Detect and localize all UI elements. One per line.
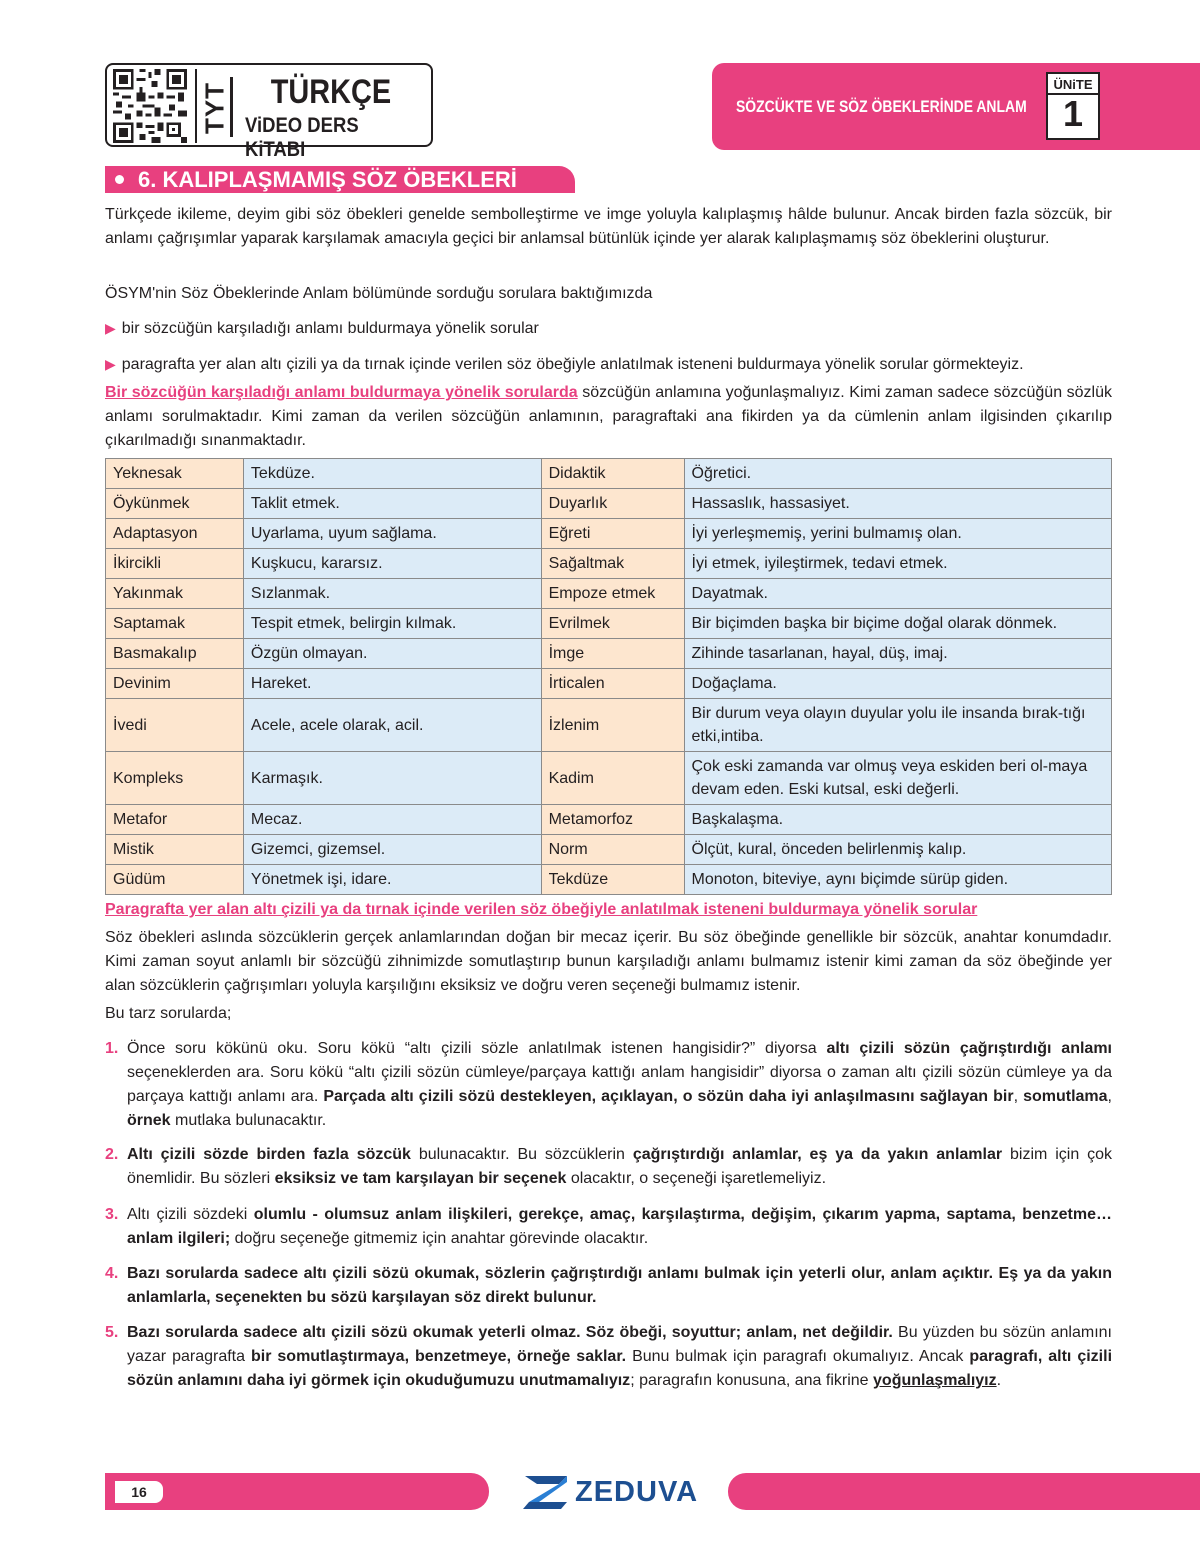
unit-banner (712, 63, 1200, 150)
explanation-paragraph: Bir sözcüğün karşıladığı anlamı buldurmaya yönelik sorularda sözcüğün anlamına yoğunlaşmalıyız. Kimi zaman sadece sözcüğün sözlük anlamı sorulmaktadır. Kimi zaman da verilen sözcüğün anlamının, paragraftaki ana fikirden ya da cümlenin anlam ilgisinden çıkarılıp çıkarılmadığı sınanmaktadır. (105, 384, 1112, 449)
table-row (106, 752, 1112, 805)
glossary-term: Kompleks (106, 752, 244, 805)
glossary-term: Metafor (106, 805, 244, 835)
glossary-definition: Kuşkucu, kararsız. (243, 549, 541, 579)
glossary-term: Metamorfoz (541, 805, 684, 835)
glossary-definition: Karmaşık. (243, 752, 541, 805)
glossary-term: Eğreti (541, 519, 684, 549)
subsection-paragraph-2: Bu tarz sorularda; (105, 1005, 232, 1022)
list-item: 3. Altı çizili sözdeki olumlu - olumsuz anlam ilişkileri, gerekçe, amaç, karşılaştırma, değişim, çıkarım yapma, saptama, benzetme… anlam ilgileri; doğru seçeneğe gitmemiz için anahtar görevinde olacaktır. (105, 1206, 1112, 1247)
glossary-definition: Bir biçimden başka bir biçime doğal olarak dönmek. (684, 609, 1112, 639)
glossary-term: Basmakalıp (106, 639, 244, 669)
list-item: ▶ bir sözcüğün karşıladığı anlamı buldurmaya yönelik sorular (105, 320, 539, 337)
triangle-right-icon: ▶ (105, 320, 116, 336)
table-row (106, 579, 1112, 609)
intro-paragraph: Türkçede ikileme, deyim gibi söz öbekleri genelde sembolleştirme ve imge yoluyla kalıplaşmış hâlde bulunur. Ancak birden fazla sözcük, bir anlamı çağrışımlar yaparak karşılamak amacıyla geçici bir anlamsal bütünlük içinde yer alarak kalıplaşmamış söz öbeklerini oluşturur. (105, 206, 1112, 247)
glossary-definition: Özgün olmayan. (243, 639, 541, 669)
glossary-term: Mistik (106, 835, 244, 865)
triangle-right-icon: ▶ (105, 356, 116, 372)
glossary-definition: Çok eski zamanda var olmuş veya eskiden beri ol-maya devam eden. Eski kutsal, eski değerli. (684, 752, 1112, 805)
glossary-term: Evrilmek (541, 609, 684, 639)
section-title-text: 6. KALIPLAŞMAMIŞ SÖZ ÖBEKLERİ (138, 167, 517, 192)
list-item: 1. Önce soru kökünü oku. Soru kökü “altı çizili sözle anlatılmak istenen hangisidir?” diyorsa altı çizili sözün çağrıştırdığı anlamı seçeneklerden ara. Soru kökü “altı çizili sözün cümleye/parçaya kattığı anlam hangisidir” diyorsa o zaman altı çizili sözün cümleye ya da parçaya kattığı anlamı ara. Parçada altı çizili sözü destekleyen, açıklayan, o sözün daha iyi anlaşılmasını sağlayan bir, somutlama, örnek mutlaka bulunacaktır. (105, 1040, 1112, 1129)
table-row (106, 489, 1112, 519)
table-row (106, 609, 1112, 639)
book-brand-box (105, 63, 433, 161)
unit-card (1046, 72, 1100, 140)
glossary-term: Duyarlık (541, 489, 684, 519)
table-row (106, 549, 1112, 579)
list-item: 2. Altı çizili sözde birden fazla sözcük bulunacaktır. Bu sözcüklerin çağrıştırdığı anlamlar, eş ya da yakın anlamlar bizim için çok önemlidir. Bu sözleri eksiksiz ve tam karşılayan bir seçenek olacaktır, o seçeneği işaretlemeliyiz. (105, 1146, 1113, 1187)
glossary-term: İvedi (106, 699, 244, 752)
footer-bar-left (105, 1473, 489, 1510)
bullet-dot-icon (115, 175, 124, 184)
subsection-heading: Paragrafta yer alan altı çizili ya da tırnak içinde verilen söz öbeğiyle anlatılmak isteneni buldurmaya yönelik sorular (105, 901, 978, 918)
glossary-definition: Zihinde tasarlanan, hayal, düş, imaj. (684, 639, 1112, 669)
table-row (106, 699, 1112, 752)
intro-paragraph-2: ÖSYM'nin Söz Öbeklerinde Anlam bölümünde sorduğu sorulara baktığımızda (105, 285, 653, 302)
glossary-term: Empoze etmek (541, 579, 684, 609)
list-item: 5. Bazı sorularda sadece altı çizili sözü okumak yeterli olmaz. Söz öbeği, soyuttur; anlam, net değildir. Bu yüzden bu sözün anlamını yazar paragrafta bir somutlaştırmaya, benzetmeye, örneğe saklar. Bunu bulmak için paragrafı okumalıyız. Ancak paragrafı, altı çizili sözün anlamını daha iyi görmek için okuduğumuzu unutmamalıyız; paragrafın konusuna, ana fikrine yoğunlaşmalıyız. (105, 1324, 1113, 1389)
glossary-term: İzlenim (541, 699, 684, 752)
glossary-term: Yeknesak (106, 459, 244, 489)
exam-label: TYT (199, 81, 230, 135)
glossary-definition: Yönetmek işi, idare. (243, 865, 541, 895)
list-item: 4. Bazı sorularda sadece altı çizili sözü okumak, sözlerin çağrıştırdığı anlamı bulmak için yeterli olur, anlam açıktır. Eş ya da yakın anlamlarla, seçenekten bu sözü karşılayan söz direkt bulunur. (105, 1265, 1112, 1306)
glossary-definition: Hareket. (243, 669, 541, 699)
table-row (106, 805, 1112, 835)
subsection-paragraph: Söz öbekleri aslında sözcüklerin gerçek anlamlarından doğan bir mecaz içerir. Bu söz öbeğinde genellikle bir sözcük, anahtar konumdadır. Kimi zaman soyut anlamlı bir sözcüğü zihnimizde somutlaştırıp bunun karşıladığı anlamı bulmamız istenir kimi zaman da söz öbeğinde yer alan sözcüklerin çağrışımları yoluyla karşılığını eksiksiz ve doğru veren seçeneği bulmamız istenir. (105, 929, 1112, 994)
glossary-definition: Monoton, biteviye, aynı biçimde sürüp giden. (684, 865, 1112, 895)
glossary-term: Didaktik (541, 459, 684, 489)
glossary-definition: Uyarlama, uyum sağlama. (243, 519, 541, 549)
brand-name: ZEDUVA (575, 1476, 699, 1508)
glossary-term: Yakınmak (106, 579, 244, 609)
glossary-definition: Acele, acele olarak, acil. (243, 699, 541, 752)
brand-divider (195, 69, 197, 143)
glossary-term: İkircikli (106, 549, 244, 579)
glossary-term: Tekdüze (541, 865, 684, 895)
unit-number: 1 (1062, 93, 1084, 134)
glossary-definition: İyi yerleşmemiş, yerini bulmamış olan. (684, 519, 1112, 549)
glossary-term: İmge (541, 639, 684, 669)
glossary-definition: İyi etmek, iyileştirmek, tedavi etmek. (684, 549, 1112, 579)
glossary-term: Norm (541, 835, 684, 865)
section-title (105, 166, 575, 193)
page-number: 16 (115, 1481, 163, 1503)
unit-label: ÜNiTE (1048, 77, 1098, 95)
glossary-definition: Tespit etmek, belirgin kılmak. (243, 609, 541, 639)
table-row (106, 865, 1112, 895)
table-row (106, 519, 1112, 549)
glossary-definition: Öğretici. (684, 459, 1112, 489)
glossary-definition: Hassaslık, hassasiyet. (684, 489, 1112, 519)
table-row (106, 835, 1112, 865)
brand-divider-2 (230, 77, 233, 137)
glossary-term: Güdüm (106, 865, 244, 895)
glossary-definition: Ölçüt, kural, önceden belirlenmiş kalıp. (684, 835, 1112, 865)
footer-bar-right (728, 1473, 1200, 1510)
list-item: ▶ paragrafta yer alan altı çizili ya da tırnak içinde verilen söz öbeğiyle anlatılmak isteneni buldurmaya yönelik sorular görmekteyiz. (105, 356, 1024, 373)
glossary-table (105, 458, 1112, 895)
table-row (106, 669, 1112, 699)
table-row (106, 459, 1112, 489)
glossary-term: İrticalen (541, 669, 684, 699)
qr-code-icon[interactable] (112, 69, 188, 143)
glossary-definition: Başkalaşma. (684, 805, 1112, 835)
glossary-term: Öykünmek (106, 489, 244, 519)
glossary-definition: Sızlanmak. (243, 579, 541, 609)
glossary-definition: Doğaçlama. (684, 669, 1112, 699)
subject-title: TÜRKÇE (270, 73, 392, 111)
glossary-definition: Taklit etmek. (243, 489, 541, 519)
book-type: ViDEO DERS KiTABI (245, 114, 359, 161)
glossary-term: Sağaltmak (541, 549, 684, 579)
table-row (106, 639, 1112, 669)
glossary-definition: Dayatmak. (684, 579, 1112, 609)
glossary-term: Saptamak (106, 609, 244, 639)
glossary-definition: Gizemci, gizemsel. (243, 835, 541, 865)
glossary-definition: Bir durum veya olayın duyular yolu ile insanda bırak-tığı etki,intiba. (684, 699, 1112, 752)
glossary-definition: Mecaz. (243, 805, 541, 835)
glossary-term: Adaptasyon (106, 519, 244, 549)
glossary-term: Devinim (106, 669, 244, 699)
unit-topic: SÖZCÜKTE VE SÖZ ÖBEKLERİNDE ANLAM (736, 97, 1027, 116)
glossary-definition: Tekdüze. (243, 459, 541, 489)
glossary-term: Kadim (541, 752, 684, 805)
